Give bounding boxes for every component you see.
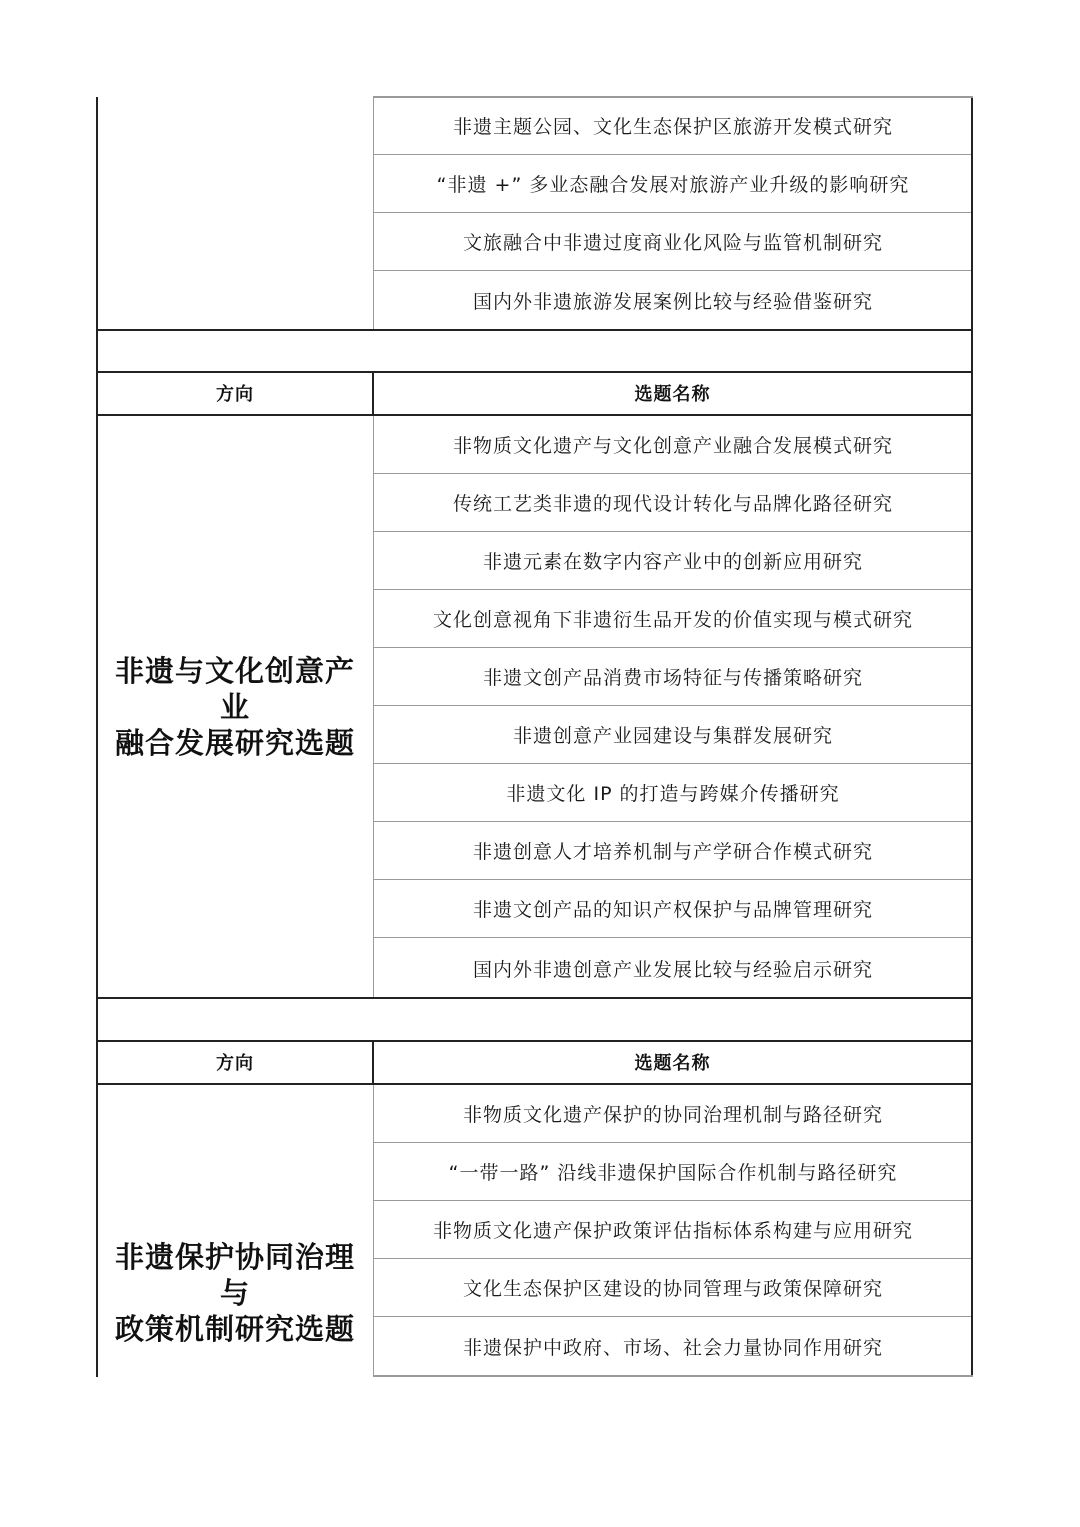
topic-cell: 文化生态保护区建设的协同管理与政策保障研究 (373, 1259, 972, 1317)
topic-cell: 非物质文化遗产与文化创意产业融合发展模式研究 (373, 416, 972, 474)
divider (373, 1375, 973, 1377)
table-border-left (96, 97, 98, 1377)
direction-label (97, 1085, 373, 1375)
divider (372, 372, 374, 415)
header-topic-name: 选题名称 (634, 384, 711, 405)
topic-cell: 国内外非遗创意产业发展比较与经验启示研究 (373, 938, 972, 998)
topic-cell: 非遗文化 IP 的打造与跨媒介传播研究 (373, 764, 972, 822)
topic-cell: 传统工艺类非遗的现代设计转化与品牌化路径研究 (373, 474, 972, 532)
divider (373, 96, 973, 98)
topic-cell: 非物质文化遗产保护的协同治理机制与路径研究 (373, 1085, 972, 1143)
direction-label (97, 416, 373, 998)
topic-cell: 国内外非遗旅游发展案例比较与经验借鉴研究 (373, 271, 972, 329)
topic-cell: “非遗 +” 多业态融合发展对旅游产业升级的影响研究 (373, 155, 972, 213)
topic-cell: 非遗主题公园、文化生态保护区旅游开发模式研究 (373, 97, 972, 155)
divider (96, 1083, 973, 1085)
direction-line-1: 非遗保护协同治理与 (114, 1240, 355, 1310)
table-border-right (971, 97, 973, 1376)
direction-line-2: 融合发展研究选题 (114, 726, 355, 760)
header-direction: 方向 (216, 384, 254, 405)
divider (96, 371, 973, 373)
divider (96, 1040, 973, 1042)
topic-cell: 文旅融合中非遗过度商业化风险与监管机制研究 (373, 213, 972, 271)
topic-cell: 非遗保护中政府、市场、社会力量协同作用研究 (373, 1317, 972, 1376)
direction-line-1: 非遗与文化创意产业 (114, 654, 355, 724)
topic-cell: 文化创意视角下非遗衍生品开发的价值实现与模式研究 (373, 590, 972, 648)
divider (96, 329, 973, 331)
header-direction: 方向 (216, 1053, 254, 1074)
divider (372, 1041, 374, 1084)
topic-cell: “一带一路” 沿线非遗保护国际合作机制与路径研究 (373, 1143, 972, 1201)
topic-cell: 非遗创意人才培养机制与产学研合作模式研究 (373, 822, 972, 880)
topic-cell: 非物质文化遗产保护政策评估指标体系构建与应用研究 (373, 1201, 972, 1259)
topic-cell: 非遗文创产品的知识产权保护与品牌管理研究 (373, 880, 972, 938)
direction-line-2: 政策机制研究选题 (114, 1312, 355, 1346)
divider (96, 414, 973, 416)
topic-cell: 非遗元素在数字内容产业中的创新应用研究 (373, 532, 972, 590)
topic-cell: 非遗文创产品消费市场特征与传播策略研究 (373, 648, 972, 706)
divider (96, 997, 973, 999)
header-topic-name: 选题名称 (634, 1053, 711, 1074)
topic-cell: 非遗创意产业园建设与集群发展研究 (373, 706, 972, 764)
